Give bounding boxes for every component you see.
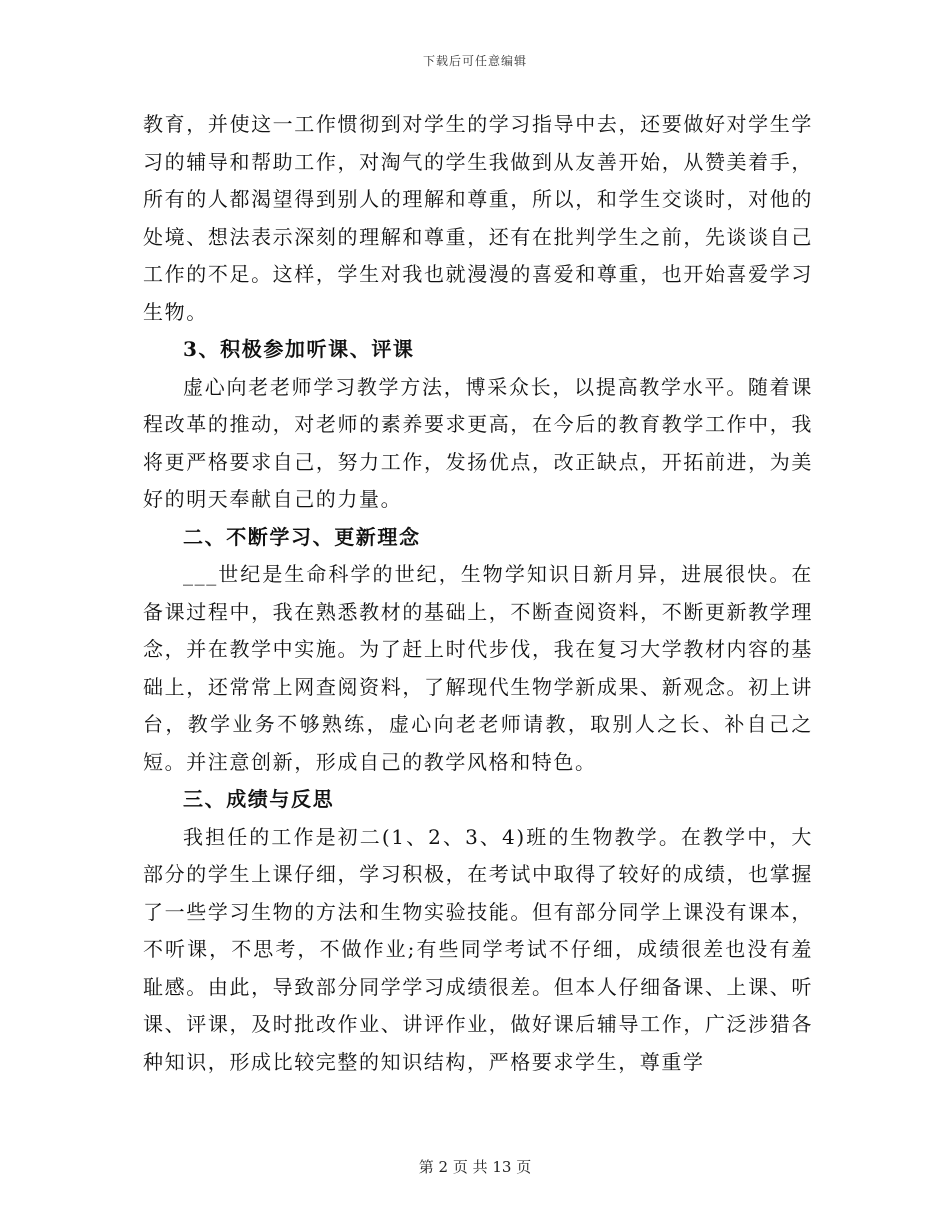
paragraph-learn-from-teachers: 虚心向老老师学习教学方法，博采众长，以提高教学水平。随着课程改革的推动，对老师的素养要求更高，在今后的教育教学工作中，我将更严格要求自己，努力工作，发扬优点，改正缺点，开拓前进，为美好的明天奉献自己的力量。 bbox=[143, 374, 813, 511]
section-heading-results-reflection: 三、成绩与反思 bbox=[183, 787, 335, 811]
page-number-footer: 第 2 页 共 13 页 bbox=[418, 1158, 532, 1176]
paragraph-teaching-results: 我担任的工作是初二(1、2、3、4)班的生物教学。在教学中，大部分的学生上课仔细，学习积极，在考试中取得了较好的成绩，也掌握了一些学习生物的方法和生物实验技能。但有部分同学上课没有课本，不听课，不思考，不做作业;有些同学考试不仔细，成绩很差也没有羞耻感。由此，导致部分同学学习成绩很差。但本人仔细备课、上课、听课、评课，及时批改作业、讲评作业，做好课后辅导工作，广泛涉猎各种知识，形成比较完整的知识结构，严格要求学生，尊重学 bbox=[143, 824, 813, 1074]
paragraph-continued: 教育，并使这一工作惯彻到对学生的学习指导中去，还要做好对学生学习的辅导和帮助工作，对淘气的学生我做到从友善开始，从赞美着手，所有的人都渴望得到别人的理解和尊重，所以，和学生交谈时，对他的处境、想法表示深刻的理解和尊重，还有在批判学生之前，先谈谈自己工作的不足。这样，学生对我也就漫漫的喜爱和尊重，也开始喜爱学习生物。 bbox=[143, 112, 813, 324]
section-heading-listen-evaluate: 3、积极参加听课、评课 bbox=[183, 337, 415, 361]
paragraph-life-science-century: ___世纪是生命科学的世纪，生物学知识日新月异，进展很快。在备课过程中，我在熟悉教材的基础上，不断查阅资料，不断更新教学理念，并在教学中实施。为了赶上时代步伐，我在复习大学教材内容的基础上，还常常上网查阅资料，了解现代生物学新成果、新观念。初上讲台，教学业务不够熟练，虚心向老老师请教，取别人之长、补自己之短。并注意创新，形成自己的教学风格和特色。 bbox=[143, 562, 813, 774]
section-heading-keep-learning: 二、不断学习、更新理念 bbox=[183, 524, 421, 549]
document-body bbox=[143, 106, 813, 1081]
page-header: 下载后可任意编辑 bbox=[422, 54, 527, 68]
